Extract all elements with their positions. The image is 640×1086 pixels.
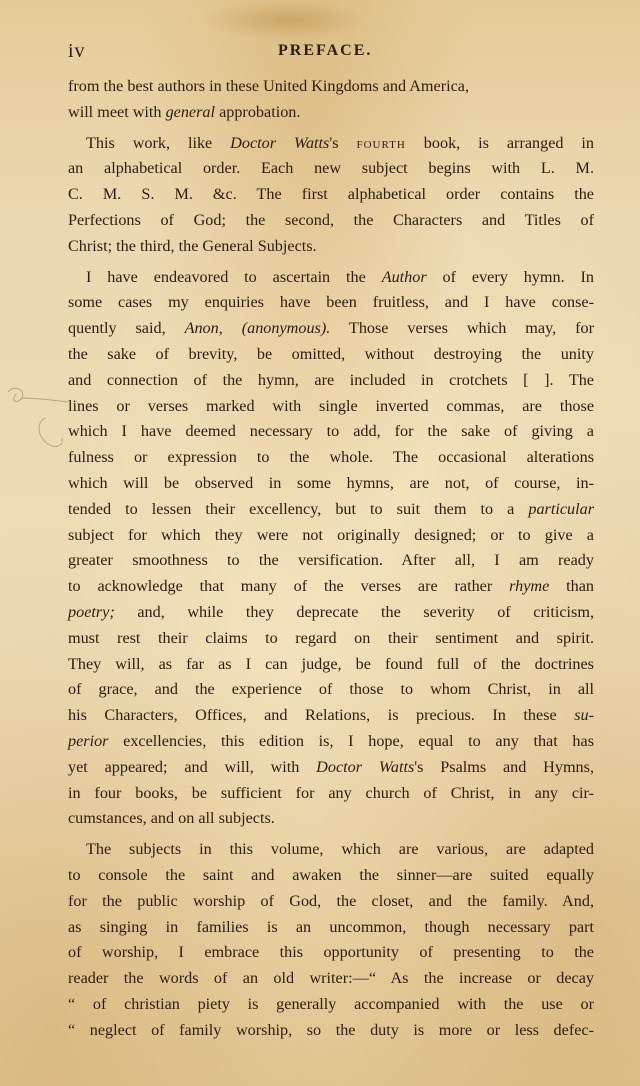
text-run: of every hymn. In — [426, 267, 594, 286]
text-run: book, is arranged in — [405, 133, 595, 152]
text-run: which will be observed in some hymns, are not, of course, in- — [68, 473, 594, 492]
text-run: of worship, I embrace this opportunity of presenting to the — [68, 943, 594, 962]
italic-text: Author — [381, 267, 427, 286]
text-run: approbation. — [215, 102, 301, 121]
text-line — [68, 992, 594, 1018]
text-run: “ neglect of family worship, so the duty is more or less defec- — [68, 1020, 594, 1039]
text-run: C. M. S. M. &c. The first alphabetical order contains the — [68, 185, 594, 204]
text-line — [68, 131, 594, 157]
text-run: his Characters, Offices, and Relations, is precious. In these — [68, 706, 575, 725]
italic-text: particular — [528, 499, 594, 518]
text-line — [68, 652, 594, 678]
text-run: lines or verses marked with single inverted commas, are those — [68, 396, 594, 415]
body-text — [68, 74, 594, 1043]
text-line — [68, 290, 594, 316]
text-run: I have endeavored to ascertain the — [86, 267, 382, 286]
text-line — [68, 394, 594, 420]
italic-text: su- — [574, 706, 594, 725]
text-run: greater smoothness to the versification. After all, I am ready — [68, 551, 594, 570]
paper-stain — [200, 0, 370, 40]
text-run: 's Psalms and Hymns, — [414, 757, 594, 776]
text-line — [68, 342, 594, 368]
text-run: of grace, and the experience of those to whom Christ, in all — [68, 680, 594, 699]
text-line — [68, 156, 594, 182]
text-run: which I have deemed necessary to add, for the sake of giving a — [68, 422, 594, 441]
text-line — [68, 729, 594, 755]
text-line — [68, 100, 594, 126]
text-run: Those verses which may, for — [330, 319, 594, 338]
text-run: The subjects in this volume, which are various, are adapted — [86, 840, 594, 859]
text-run: for the public worship of God, the closet, and the family. And, — [68, 891, 594, 910]
text-line — [68, 74, 594, 100]
text-line — [68, 234, 594, 260]
text-run: to console the saint and awaken the sinner—are suited equally — [68, 865, 594, 884]
text-line — [68, 966, 594, 992]
text-run: must rest their claims to regard on their sentiment and spirit. — [68, 628, 594, 647]
italic-text: perior — [68, 731, 109, 750]
text-line — [68, 889, 594, 915]
text-run: Perfections of God; the second, the Characters and Titles of — [68, 210, 594, 229]
text-line — [68, 265, 594, 291]
text-line — [68, 523, 594, 549]
text-line — [68, 548, 594, 574]
text-run: tended to lessen their excellency, but to suit them to a — [68, 499, 529, 518]
text-run: “ of christian piety is generally accompanied with the use or — [68, 994, 594, 1013]
text-run: than — [549, 577, 594, 596]
small-caps-text: fourth — [356, 135, 406, 152]
text-line — [68, 316, 594, 342]
text-line — [68, 940, 594, 966]
text-run: reader the words of an old writer:—“ As the increase or decay — [68, 969, 594, 988]
text-line — [68, 755, 594, 781]
text-line — [68, 781, 594, 807]
text-run: Christ; the third, the General Subjects. — [68, 236, 317, 255]
text-run: This work, like — [86, 133, 231, 152]
text-run: quently said, — [68, 319, 185, 338]
text-run: the sake of brevity, be omitted, without destroying the unity — [68, 344, 594, 363]
text-run: and connection of the hymn, are included in crotchets [ ]. The — [68, 370, 594, 389]
text-line — [68, 497, 594, 523]
text-run: and, while they deprecate the severity of criticism, — [114, 602, 594, 621]
text-line — [68, 445, 594, 471]
text-line — [68, 1018, 594, 1044]
text-run: They will, as far as I can judge, be found full of the doctrines — [68, 654, 594, 673]
text-run: 's — [329, 133, 357, 152]
italic-text: Doctor Watts — [316, 757, 415, 776]
text-run: yet appeared; and will, with — [68, 757, 317, 776]
text-line — [68, 419, 594, 445]
italic-text: poetry; — [68, 602, 115, 621]
text-run: excellencies, this edition is, I hope, equal to any that has — [108, 731, 594, 750]
italic-text: general — [165, 102, 216, 121]
page-header — [68, 38, 596, 64]
text-run: to acknowledge that many of the verses are rather — [68, 577, 510, 596]
text-line — [68, 600, 594, 626]
text-line — [68, 182, 594, 208]
italic-text: Doctor Watts — [230, 133, 330, 152]
text-run: in four books, be sufficient for any church of Christ, in any cir- — [68, 783, 594, 802]
text-run: some cases my enquiries have been fruitless, and I have conse- — [68, 293, 594, 312]
text-run: as singing in families is an uncommon, though necessary part — [68, 917, 594, 936]
pencil-annotation-icon — [2, 380, 72, 460]
text-run: an alphabetical order. Each new subject begins with L. M. — [68, 159, 594, 178]
text-line — [68, 574, 594, 600]
italic-text: Anon, (anonymous). — [184, 319, 331, 338]
text-line — [68, 863, 594, 889]
text-line — [68, 915, 594, 941]
text-run: cumstances, and on all subjects. — [68, 809, 275, 828]
text-line — [68, 806, 594, 832]
text-run: will meet with — [68, 102, 166, 121]
text-line — [68, 703, 594, 729]
text-run: fulness or expression to the whole. The occasional alterations — [68, 448, 594, 467]
text-line — [68, 471, 594, 497]
italic-text: rhyme — [509, 577, 550, 596]
running-head: PREFACE. — [278, 42, 373, 59]
text-run: from the best authors in these United Kingdoms and America, — [68, 77, 470, 95]
text-line — [68, 368, 594, 394]
text-line — [68, 208, 594, 234]
text-line — [68, 677, 594, 703]
page-number: iv — [68, 40, 86, 62]
text-run: subject for which they were not originally designed; or to give a — [68, 525, 594, 544]
text-line — [68, 626, 594, 652]
text-line — [68, 837, 594, 863]
